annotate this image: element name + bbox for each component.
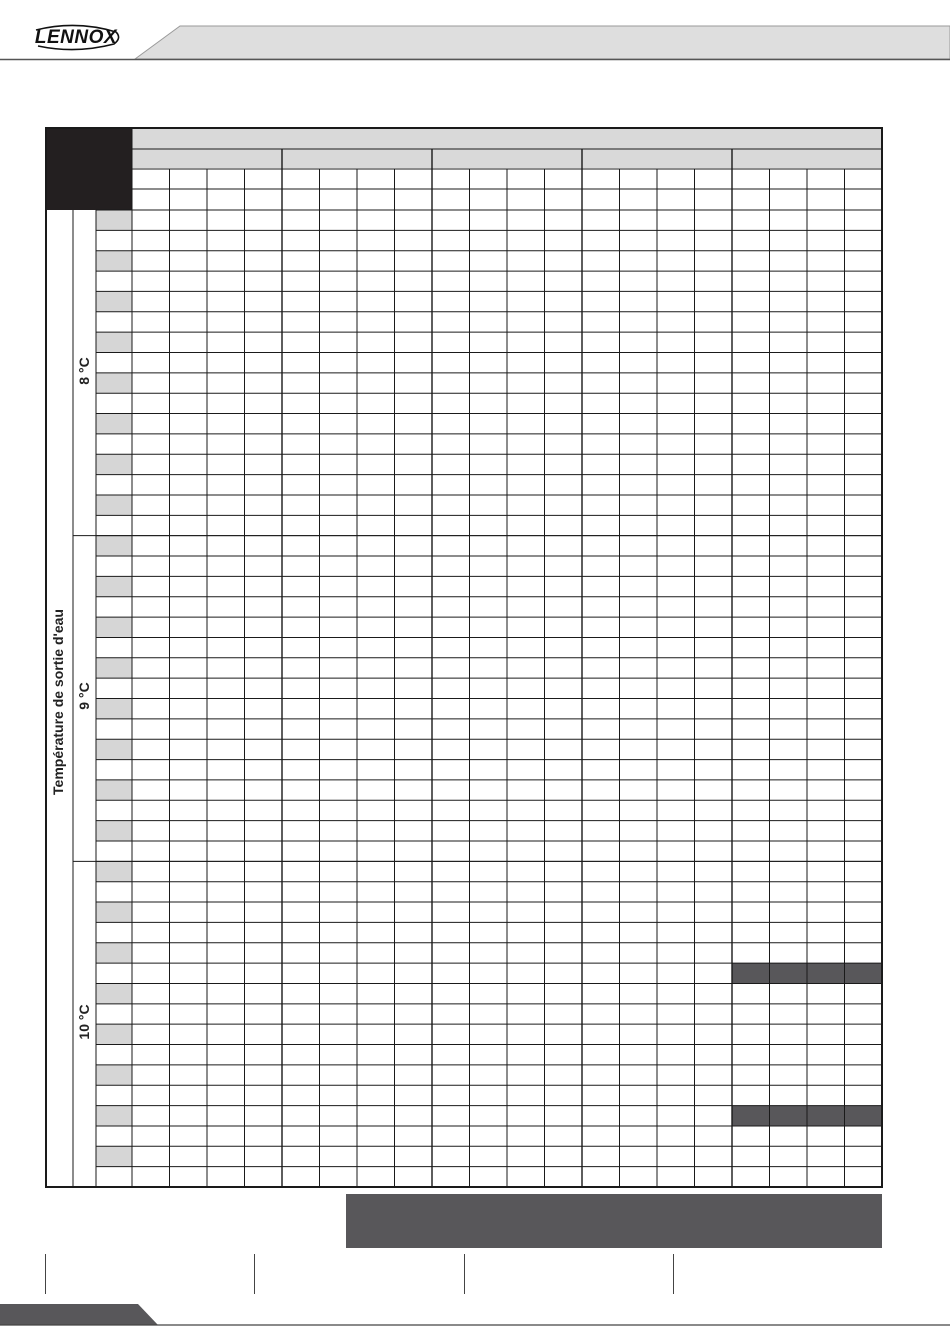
row-axis-label: Température de sortie d'eau xyxy=(50,609,66,795)
logo-text: LENNOX xyxy=(34,27,118,48)
shaded-row-cell xyxy=(96,414,132,434)
shaded-row-cell xyxy=(96,1146,132,1166)
shaded-row-cell xyxy=(96,332,132,352)
shaded-row-cell xyxy=(96,617,132,637)
group-label-9c: 9 °C xyxy=(76,682,92,710)
group-label-8c: 8 °C xyxy=(76,357,92,385)
footer-divider xyxy=(254,1254,255,1294)
shaded-row-cell xyxy=(96,210,132,230)
shaded-row-cell xyxy=(96,739,132,759)
shaded-row-cell xyxy=(96,454,132,474)
footer-divider xyxy=(45,1254,46,1294)
shaded-row-cell xyxy=(96,821,132,841)
shaded-row-cell xyxy=(96,861,132,881)
shaded-row-cell xyxy=(96,291,132,311)
header-band-cells xyxy=(132,128,882,168)
corner-block xyxy=(46,128,132,210)
shaded-row-cell xyxy=(96,902,132,922)
shaded-row-cell xyxy=(96,251,132,271)
shaded-row-cell xyxy=(96,1024,132,1044)
shaded-row-cell xyxy=(96,1065,132,1085)
shaded-row-cell xyxy=(96,373,132,393)
shaded-row-cell xyxy=(96,495,132,515)
footer-divider xyxy=(464,1254,465,1294)
shaded-row-cell xyxy=(96,983,132,1003)
footer-divider xyxy=(673,1254,674,1294)
shaded-row-cell xyxy=(96,1106,132,1126)
shaded-row-cell xyxy=(96,576,132,596)
footer-band xyxy=(0,1296,950,1344)
group-label-10c: 10 °C xyxy=(76,1004,92,1040)
shaded-row-cell xyxy=(96,699,132,719)
shaded-row-cell xyxy=(96,780,132,800)
shaded-row-cell xyxy=(96,943,132,963)
shaded-row-cell xyxy=(96,658,132,678)
shaded-row-cell xyxy=(96,536,132,556)
note-box xyxy=(346,1194,882,1248)
